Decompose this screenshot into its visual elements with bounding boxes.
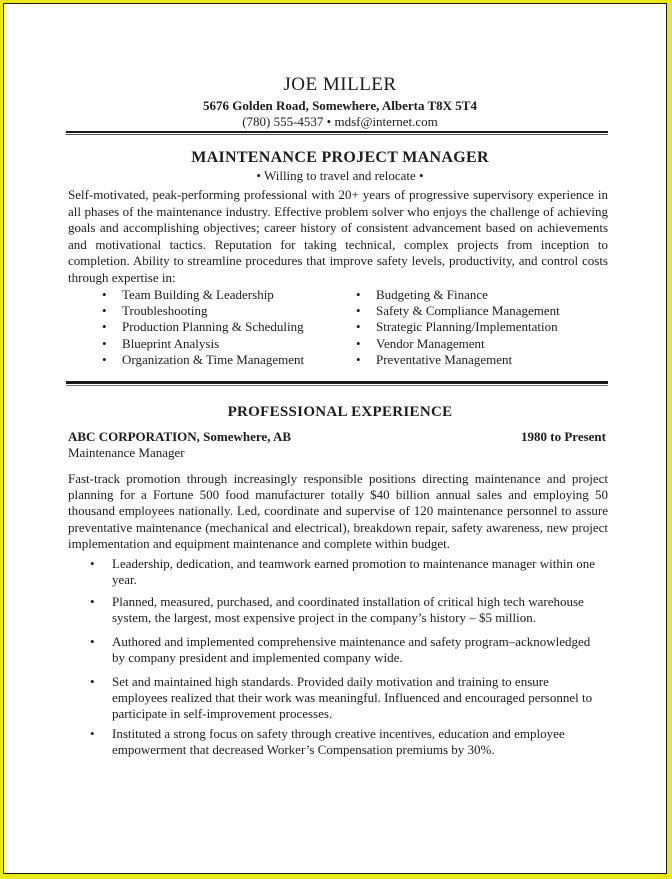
bullet-icon: • xyxy=(356,319,361,335)
bullet-icon: • xyxy=(90,674,95,689)
skills-left-column xyxy=(102,287,304,368)
skill-item: • Budgeting & Finance xyxy=(356,287,488,302)
job-description: Fast-track promotion through increasingly responsible positions directing maintenance and project planning for a Fortune 500 food manufacturer totally $40 billion annual sales and employing 50 thousand employees nationally. Led, coordinate and supervise of 120 maintenance personnel to assure preventative maintenance (mechanical and electrical), breakdown repair, safety awareness, new project implementation and equipment maintenance and complete within budget. xyxy=(68,471,608,551)
skill-item: • Production Planning & Scheduling xyxy=(102,319,304,335)
page-frame xyxy=(3,3,667,874)
skill-item: • Safety & Compliance Management xyxy=(356,303,560,319)
summary-paragraph: Self-motivated, peak-performing professional with 20+ years of progressive supervisory experience in all phases of the maintenance industry. Effective problem solver who enjoys the challenge of achieving goals and accomplishing objectives; career history of consistent advancement based on achievements and motivational tactics. Reputation for taking technical, complex projects from inception to completion. Ability to streamline procedures that improve safety levels, productivity, and control costs through expertise in: xyxy=(68,187,608,285)
achievement-item: • Set and maintained high standards. Provided daily motivation and training to ensure employees realized that their work was meaningful. Influenced and encouraged personnel to participate in self-improvement processes. xyxy=(90,674,593,722)
skill-item: • Organization & Time Management xyxy=(102,351,305,367)
bullet-icon: • xyxy=(102,319,107,335)
employer-name: ABC CORPORATION, Somewhere, AB xyxy=(68,429,292,444)
bullet-icon: • xyxy=(356,287,361,302)
objective-subtitle: • Willing to travel and relocate • xyxy=(256,168,424,183)
job-title: Maintenance Manager xyxy=(68,445,185,460)
objective-title: MAINTENANCE PROJECT MANAGER xyxy=(191,149,489,166)
bullet-icon: • xyxy=(90,634,95,649)
skill-item: • Strategic Planning/Implementation xyxy=(356,319,558,335)
candidate-address: 5676 Golden Road, Somewhere, Alberta T8X 5T4 xyxy=(203,98,477,113)
header-divider xyxy=(66,131,608,135)
bullet-icon: • xyxy=(102,303,107,319)
bullet-icon: • xyxy=(90,556,95,571)
experience-section-title: PROFESSIONAL EXPERIENCE xyxy=(227,404,453,420)
bullet-icon: • xyxy=(356,335,361,351)
skill-item: • Vendor Management xyxy=(356,335,485,351)
bullet-icon: • xyxy=(102,351,107,367)
skill-item: • Team Building & Leadership xyxy=(102,287,274,302)
candidate-contact: (780) 555-4537 • mdsf@internet.com xyxy=(242,114,438,129)
achievement-item: • Instituted a strong focus on safety through creative incentives, education and employee empowerment that decreased Worker’s Compensation premiums by 30%. xyxy=(90,726,565,758)
skill-item: • Troubleshooting xyxy=(102,303,208,319)
bullet-icon: • xyxy=(90,726,95,741)
section-divider xyxy=(66,381,608,386)
achievement-item: • Planned, measured, purchased, and coordinated installation of critical high tech warehouse system, the largest, most expensive project in the company’s history – $5 million. xyxy=(90,594,584,626)
employment-dates: 1980 to Present xyxy=(521,429,606,444)
skill-item: • Blueprint Analysis xyxy=(102,335,220,351)
bullet-icon: • xyxy=(90,594,95,609)
skills-right-column xyxy=(356,287,560,368)
achievement-item: • Authored and implemented comprehensive maintenance and safety program–acknowledged by company president and implemented company wide. xyxy=(90,634,591,666)
candidate-name: JOE MILLER xyxy=(283,74,397,95)
achievement-item: • Leadership, dedication, and teamwork earned promotion to maintenance manager within one year. xyxy=(90,556,595,588)
bullet-icon: • xyxy=(102,335,107,351)
bullet-icon: • xyxy=(102,287,107,302)
bullet-icon: • xyxy=(356,303,361,319)
resume-page xyxy=(66,4,614,875)
bullet-icon: • xyxy=(356,351,361,367)
skill-item: • Preventative Management xyxy=(356,351,513,367)
